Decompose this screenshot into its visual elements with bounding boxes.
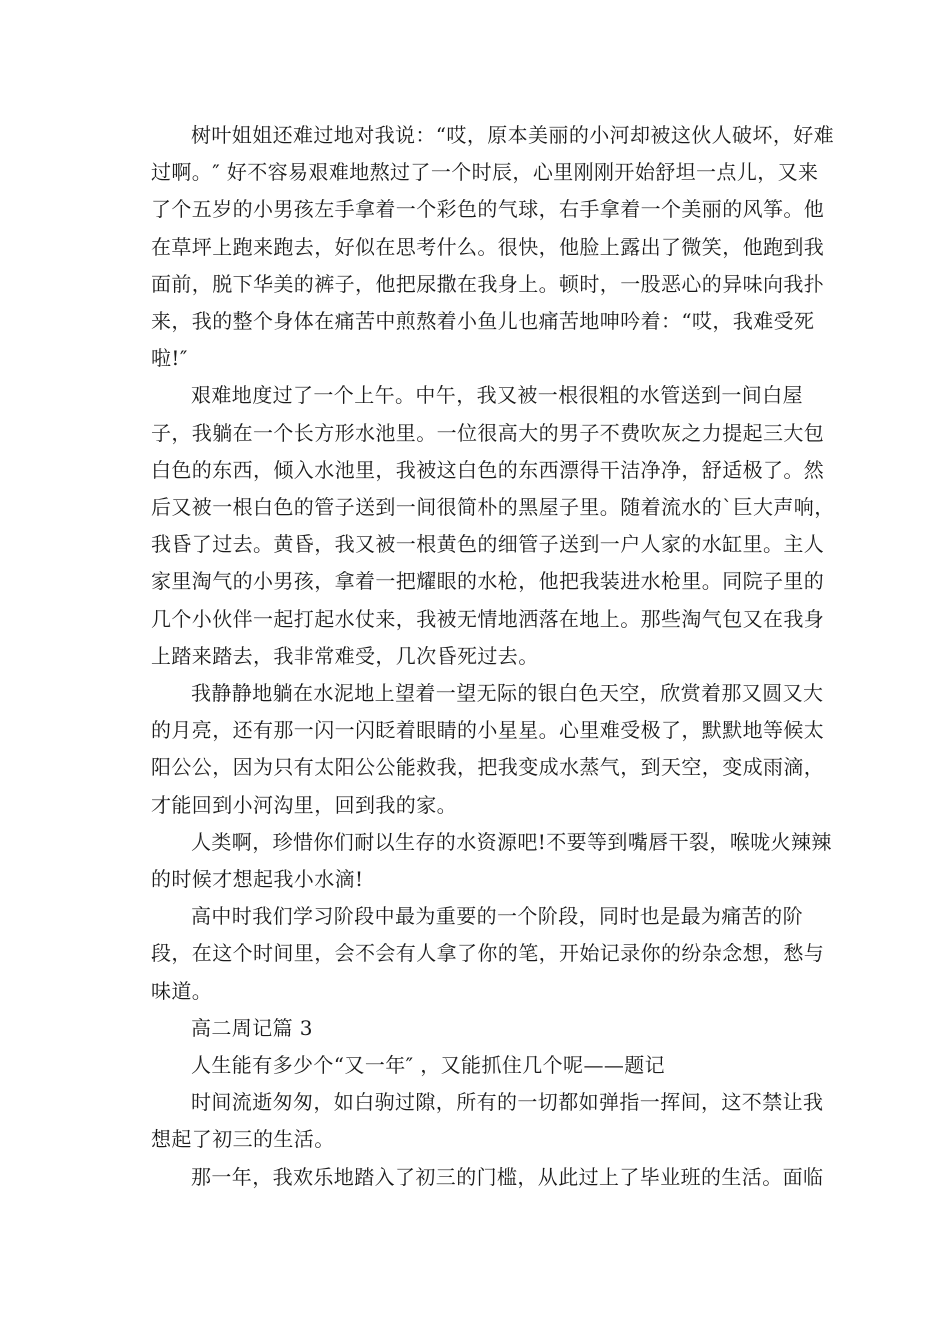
text-line: 树叶姐姐还难过地对我说：“哎，原本美丽的小河却被这伙人破坏，好难 xyxy=(191,123,835,147)
text-line: 人生能有多少个“又一年″ ，又能抓住几个呢——题记 xyxy=(191,1053,666,1078)
text-line: 我昏了过去。黄昏，我又被一根黄色的细管子送到一户人家的水缸里。主人 xyxy=(151,532,825,557)
paragraph-6 xyxy=(151,1084,824,1158)
text-line: 在草坪上跑来跑去，好似在思考什么。很快，他脸上露出了微笑，他跑到我 xyxy=(151,234,825,259)
text-line: 来，我的整个身体在痛苦中煎熬着小鱼儿也痛苦地呻吟着：“哎，我难受死 xyxy=(151,309,815,334)
epigraph xyxy=(151,1047,801,1084)
text-line: 白色的东西，倾入水池里，我被这白色的东西漂得干洁净净，舒适极了。然 xyxy=(151,457,825,482)
text-line: 那一年，我欢乐地踏入了初三的门槛，从此过上了毕业班的生活。面临 xyxy=(191,1164,824,1189)
paragraph-1 xyxy=(151,117,835,377)
text-line: 我静静地躺在水泥地上望着一望无际的银白色天空，欣赏着那又圆又大 xyxy=(191,681,824,706)
paragraph-2 xyxy=(151,377,835,675)
text-line: 时间流逝匆匆，如白驹过隙，所有的一切都如弹指一挥间，这不禁让我 xyxy=(191,1090,824,1115)
text-line: 几个小伙伴一起打起水仗来，我被无情地洒落在地上。那些淘气包又在我身 xyxy=(151,606,825,631)
text-line: 了个五岁的小男孩左手拿着一个彩色的气球，右手拿着一个美丽的风筝。他 xyxy=(151,197,825,222)
text-line: 高二周记篇 3 xyxy=(191,1015,313,1040)
text-line: 上踏来踏去，我非常难受，几次昏死过去。 xyxy=(151,643,539,668)
text-line: 的时候才想起我小水滴! xyxy=(151,867,364,892)
paragraph-3 xyxy=(151,675,825,824)
text-line: 子，我躺在一个长方形水池里。一位很高大的男子不费吹灰之力提起三大包 xyxy=(151,420,825,445)
text-line: 后又被一根白色的管子送到一间很简朴的黑屋子里。随着流水的`巨大声响， xyxy=(151,495,835,520)
document-body xyxy=(151,117,835,1196)
paragraph-7 xyxy=(151,1159,824,1196)
text-line: 才能回到小河沟里，回到我的家。 xyxy=(151,792,457,817)
paragraph-4 xyxy=(151,824,832,898)
text-line: 人类啊，珍惜你们耐以生存的水资源吧!不要等到嘴唇干裂，喉咙火辣辣 xyxy=(191,829,832,854)
text-line: 段，在这个时间里，会不会有人拿了你的笔，开始记录你的纷杂念想，愁与 xyxy=(151,941,825,966)
text-line: 阳公公，因为只有太阳公公能救我，把我变成水蒸气，到天空，变成雨滴， xyxy=(151,755,825,780)
section-heading xyxy=(151,1010,801,1047)
text-line: 想起了初三的生活。 xyxy=(151,1127,335,1152)
text-line: 的月亮，还有那一闪一闪眨着眼睛的小星星。心里难受极了，默默地等候太 xyxy=(151,718,825,743)
text-line: 家里淘气的小男孩，拿着一把耀眼的水枪，他把我装进水枪里。同院子里的 xyxy=(151,569,825,594)
text-line: 面前，脱下华美的裤子，他把尿撒在我身上。顿时，一股恶心的异味向我扑 xyxy=(151,271,825,296)
text-line: 过啊。″ 好不容易艰难地熬过了一个时辰，心里刚刚开始舒坦一点儿，又来 xyxy=(151,160,819,185)
text-line: 高中时我们学习阶段中最为重要的一个阶段，同时也是最为痛苦的阶 xyxy=(191,904,803,929)
text-line: 艰难地度过了一个上午。中午，我又被一根很粗的水管送到一间白屋 xyxy=(191,383,803,408)
text-line: 味道。 xyxy=(151,978,213,1003)
text-line: 啦!″ xyxy=(151,346,188,371)
paragraph-5 xyxy=(151,898,825,1010)
